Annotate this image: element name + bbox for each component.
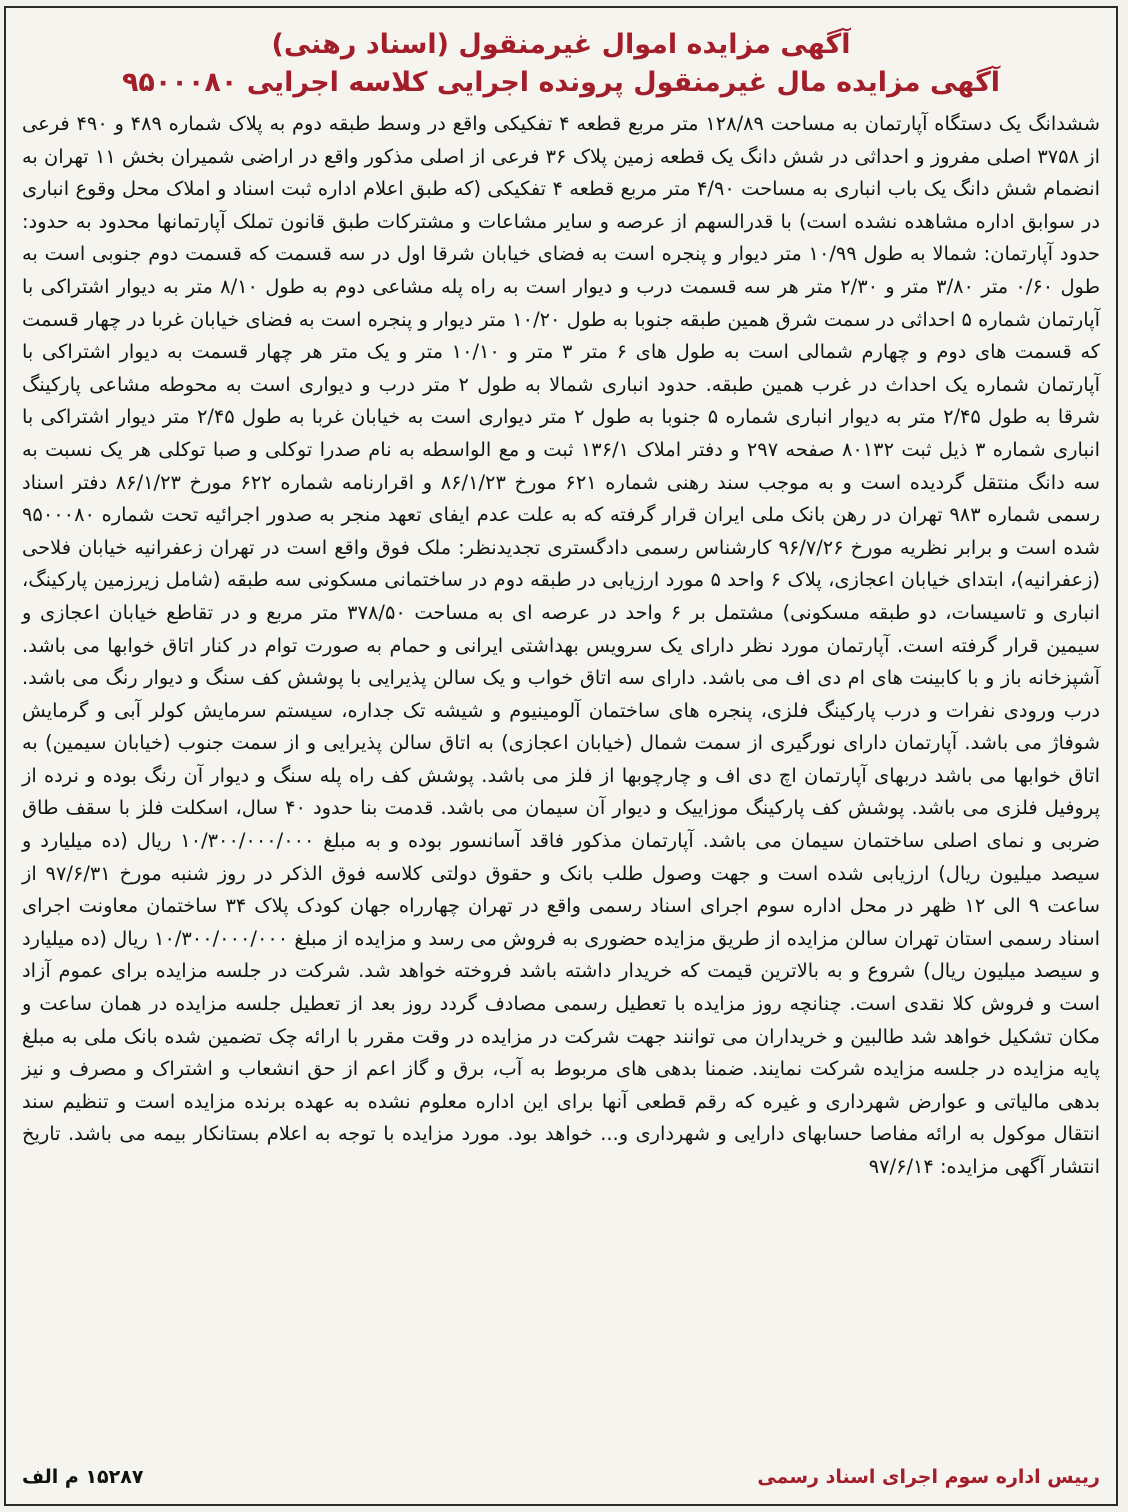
notice-footer (22, 1460, 1100, 1494)
notice-title: آگهی مزایده اموال غیرمنقول (اسناد رهنی) (271, 29, 851, 60)
notice-content (22, 26, 1100, 1184)
ad-code: ۱۵۲۸۷ م الف (22, 1466, 144, 1488)
signature-line: رییس اداره سوم اجرای اسناد رسمی (757, 1466, 1100, 1488)
notice-subtitle: آگهی مزایده مال غیرمنقول پرونده اجرایی کلاسه اجرایی ۹۵۰۰۰۸۰ (121, 67, 1001, 98)
notice-frame (4, 6, 1118, 1506)
notice-body: ششدانگ یک دستگاه آپارتمان به مساحت ۱۲۸/۸۹ متر مربع قطعه ۴ تفکیکی واقع در وسط طبقه دوم به پلاک شماره ۴۸۹ و ۴۹۰ فرعی از ۳۷۵۸ اصلی مفروز و احداثی در شش دانگ یک قطعه زمین پلاک ۳۶ فرعی از اصلی مذکور واقع در اراضی شمیران بخش ۱۱ تهران به انضمام شش دانگ یک باب انباری به مساحت ۴/۹۰ متر مربع قطعه ۴ تفکیکی (که طبق اعلام اداره ثبت اسناد و املاک محل وقوع انباری در سوابق اداره مشاهده نشده است) با قدرالسهم از عرصه و سایر مشاعات و مشترکات طبق قانون تملک آپارتمانها محدود به حدود: حدود آپارتمان: شمالا به طول ۱۰/۹۹ متر دیوار و پنجره است به فضای خیابان شرقا اول در سه قسمت که قسمت دوم جنوبی است به طول ۰/۶۰ متر ۳/۸۰ متر و ۲/۳۰ متر هر سه قسمت درب و دیوار است به راه پله مشاعی دوم به طول ۸/۱۰ متر به دیوار اشتراکی با آپارتمان شماره ۵ احداثی در سمت شرق همین طبقه جنوبا به طول ۱۰/۲۰ متر دیوار و پنجره است به فضای خیابان غربا در چهار قسمت که قسمت های دوم و چهارم شمالی است به طول های ۶ متر ۳ متر و ۱۰/۱۰ متر و یک متر هر چهار قسمت به دیوار اشتراکی با آپارتمان شماره یک احداث در غرب همین طبقه. حدود انباری شمالا به طول ۲ متر درب و دیواری است به محوطه مشاعی پارکینگ شرقا به طول ۲/۴۵ متر به دیوار انباری شماره ۵ جنوبا به طول ۲ متر دیواری است به خیابان غربا به طول ۲/۴۵ متر دیوار اشتراکی با انباری شماره ۳ ذیل ثبت ۸۰۱۳۲ صفحه ۲۹۷ و دفتر املاک ۱۳۶/۱ ثبت و مع الواسطه به نام صدرا توکلی و صبا توکلی هر یک نسبت به سه دانگ منتقل گردیده است و به موجب سند رهنی شماره ۶۲۱ مورخ ۸۶/۱/۲۳ و اقرارنامه شماره ۶۲۲ مورخ ۸۶/۱/۲۳ دفتر اسناد رسمی شماره ۹۸۳ تهران در رهن بانک ملی ایران قرار گرفته که به علت عدم ایفای تعهد منجر به صدور اجرائیه تحت شماره ۹۵۰۰۰۸۰ شده است و برابر نظریه مورخ ۹۶/۷/۲۶ کارشناس رسمی دادگستری تجدیدنظر: ملک فوق واقع است در تهران زعفرانیه خیابان فلاحی (زعفرانیه)، ابتدای خیابان اعجازی، پلاک ۶ واحد ۵ مورد ارزیابی در طبقه دوم در ساختمانی مسکونی سه طبقه (شامل زیرزمین پارکینگ، انباری و تاسیسات، دو طبقه مسکونی) مشتمل بر ۶ واحد در عرصه ای به مساحت ۳۷۸/۵۰ متر مربع و در تقاطع خیابان اعجازی و سیمین قرار گرفته است. آپارتمان مورد نظر دارای یک سرویس بهداشتی ایرانی و حمام به صورت توام در کنار اتاق خوابها می باشد. آشپزخانه باز و با کابینت های ام دی اف می باشد. دارای سه اتاق خواب و یک سالن پذیرایی با پوشش کف سنگ و دیوار رنگ می باشد. درب ورودی نفرات و درب پارکینگ فلزی، پنجره های ساختمان آلومینیوم و شیشه تک جداره، سیستم سرمایش کولر آبی و گرمایش شوفاژ می باشد. آپارتمان دارای نورگیری از سمت شمال (خیابان اعجازی) به اتاق سالن پذیرایی و از سمت جنوب (خیابان سیمین) به اتاق خوابها می باشد دربهای آپارتمان اچ دی اف و چارچوبها از فلز می باشد. پوشش کف راه پله سنگ و دیوار آن رنگ بوده و نرده از پروفیل فلزی می باشد. پوشش کف پارکینگ موزاییک و دیوار آن سیمان می باشد. قدمت بنا حدود ۴۰ سال، اسکلت فلز با سقف طاق ضربی و نمای اصلی ساختمان سیمان می باشد. آپارتمان مذکور فاقد آسانسور بوده و به مبلغ ۱۰/۳۰۰/۰۰۰/۰۰۰ ریال (ده میلیارد و سیصد میلیون ریال) ارزیابی شده است و جهت وصول طلب بانک و حقوق دولتی کلاسه فوق الذکر در روز شنبه مورخ ۹۷/۶/۳۱ از ساعت ۹ الی ۱۲ ظهر در محل اداره سوم اجرای اسناد رسمی واقع در تهران چهارراه جهان کودک پلاک ۳۴ ساختمان معاونت اجرای اسناد رسمی استان تهران سالن مزایده از طریق مزایده حضوری به فروش می رسد و مزایده از مبلغ ۱۰/۳۰۰/۰۰۰/۰۰۰ ریال (ده میلیارد و سیصد میلیون ریال) شروع و به بالاترین قیمت که خریدار داشته باشد فروخته خواهد شد. شرکت در جلسه مزایده برای عموم آزاد است و فروش کلا نقدی است. چنانچه روز مزایده با تعطیل رسمی مصادف گردد روز بعد از تعطیل جلسه مزایده در همان ساعت و مکان تشکیل خواهد شد طالبین و خریداران می توانند جهت شرکت در مزایده در وقت مقرر با ارائه چک تضمین شده بانک ملی به مبلغ پایه مزایده در جلسه مزایده شرکت نمایند. ضمنا بدهی های مربوط به آب، برق و گاز اعم از حق انشعاب و اشتراک و مصرف و نیز بدهی مالیاتی و عوارض شهرداری و غیره که رقم قطعی آنها برای این اداره معلوم نشده به عهده برنده مزایده است و تنظیم سند انتقال موکول به ارائه مفاصا حسابهای دارایی و شهرداری و... خواهد بود. مورد مزایده با توجه به اعلام بستانکار بیمه می باشد. تاریخ انتشار آگهی مزایده: ۹۷/۶/۱۴ (22, 112, 1101, 1178)
